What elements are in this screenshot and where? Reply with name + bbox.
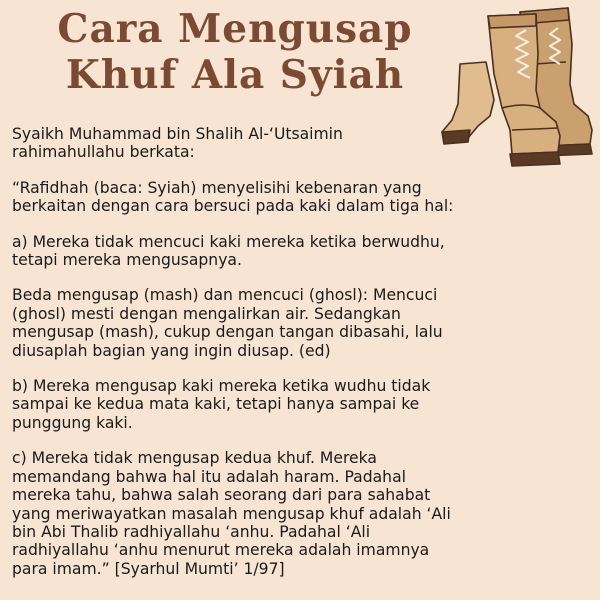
page-title: [0, 6, 470, 98]
article-body: [12, 125, 592, 578]
title-line-2: Khuf Ala Syiah: [65, 52, 405, 98]
paragraph-4: b) Mereka mengusap kaki mereka ketika wudhu tidak sampai ke kedua mata kaki, tetapi hanya sampai ke punggung kaki.: [12, 377, 431, 432]
intro-paragraph: Syaikh Muhammad bin Shalih Al-‘Utsaimin rahimahullahu berkata:: [12, 125, 343, 162]
title-line-1: Cara Mengusap: [57, 6, 413, 52]
paragraph-1: “Rafidhah (baca: Syiah) menyelisihi kebenaran yang berkaitan dengan cara bersuci pada kaki dalam tiga hal:: [12, 178, 454, 216]
paragraph-3: Beda mengusap (mash) dan mencuci (ghosl): Mencuci (ghosl) mesti dengan mengalirkan air. Sedangkan mengusap (mash), cukup dengan tangan dibasahi, lalu diusaplah bagian yang ingin diusap. (ed): [12, 286, 443, 360]
paragraph-2: a) Mereka tidak mencuci kaki mereka ketika berwudhu, tetapi mereka mengusapnya.: [12, 232, 445, 270]
paragraph-5: c) Mereka tidak mengusap kedua khuf. Mereka memandang bahwa hal itu adalah haram. Padahal mereka tahu, bahwa salah seorang dari para sahabat yang meriwayatkan masalah mengusap khuf adalah ‘Ali bin Abi Thalib radhiyallahu ‘anhu. Padahal ‘Ali radhiyallahu ‘anhu menurut mereka adalah imamnya para imam.” [Syarhul Mumti’ 1/97]: [12, 449, 451, 578]
